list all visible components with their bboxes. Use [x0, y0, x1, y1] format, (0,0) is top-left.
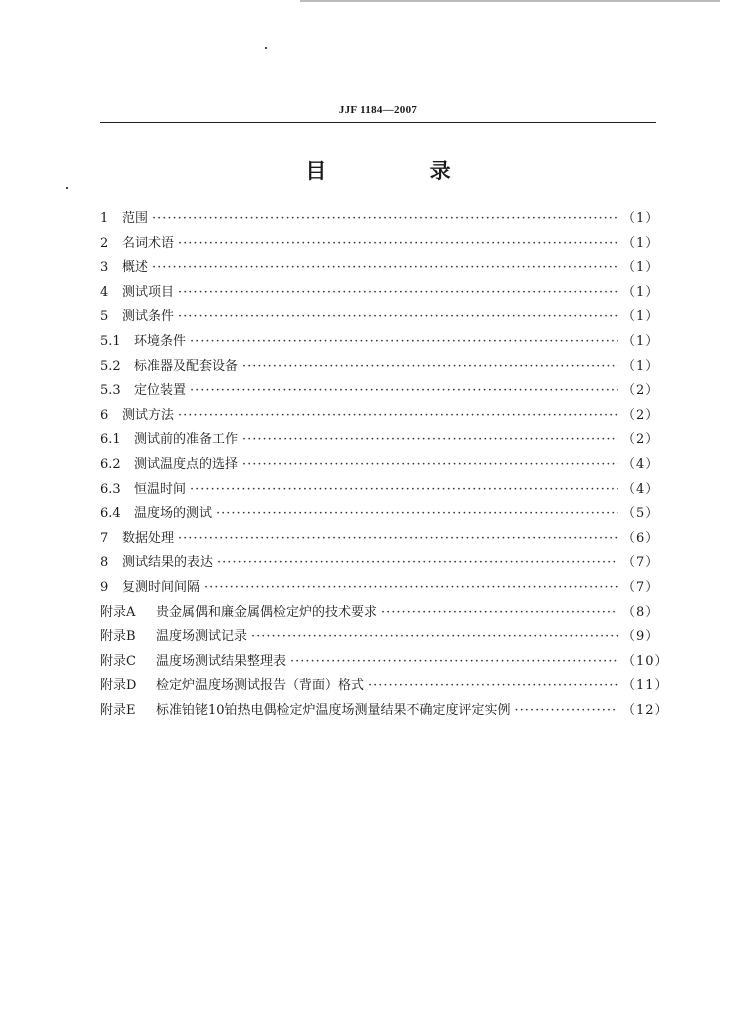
- toc-entry[interactable]: [100, 650, 669, 675]
- toc-entry-page: （9）: [622, 629, 660, 645]
- toc-entry-title: 标准铂铑10铂热电偶检定炉温度场测量结果不确定度评定实例: [156, 702, 511, 718]
- toc-entry[interactable]: [100, 207, 660, 232]
- toc-entry-title: 数据处理: [122, 530, 175, 546]
- toc-entry[interactable]: [100, 625, 660, 650]
- scan-artifact-top: [300, 0, 720, 2]
- toc-entry-title: 测试温度点的选择: [134, 456, 239, 472]
- toc-entry[interactable]: [100, 478, 660, 503]
- toc-entry-number: 6.2: [100, 456, 121, 472]
- toc-leader-dots: [178, 305, 618, 330]
- toc-entry[interactable]: [100, 355, 660, 380]
- toc-entry-page: （7）: [622, 579, 660, 595]
- toc-entry-title: 测试前的准备工作: [134, 432, 239, 448]
- toc-entry-number: 5.1: [100, 333, 121, 349]
- toc-entry[interactable]: [100, 576, 660, 601]
- toc-leader-dots: [190, 478, 618, 503]
- toc-entry-title: 测试项目: [122, 284, 175, 300]
- toc-entry-number: 8: [100, 555, 109, 571]
- toc-entry-title: 复测时间间隔: [122, 579, 201, 595]
- toc-entry-number: 6.4: [100, 506, 121, 522]
- toc-entry[interactable]: [100, 256, 660, 281]
- toc-entry-page: （11）: [622, 678, 669, 694]
- toc-entry[interactable]: [100, 428, 660, 453]
- toc-leader-dots: [178, 281, 618, 306]
- toc-entry-page: （1）: [622, 235, 660, 251]
- toc-entry[interactable]: [100, 699, 669, 724]
- toc-leader-dots: [381, 601, 618, 626]
- toc-leader-dots: [290, 650, 618, 675]
- toc-entry-number: 2: [100, 235, 109, 251]
- toc-entry-title: 测试条件: [122, 309, 175, 325]
- toc-leader-dots: [251, 625, 618, 650]
- toc-entry-number: 附录C: [100, 653, 136, 669]
- toc-entry-number: 3: [100, 260, 109, 276]
- toc-entry[interactable]: [100, 674, 669, 699]
- toc-entry[interactable]: [100, 232, 660, 257]
- toc-entry-page: （4）: [622, 456, 660, 472]
- toc-leader-dots: [217, 551, 618, 576]
- toc-leader-dots: [242, 355, 618, 380]
- toc-entry[interactable]: [100, 502, 660, 527]
- toc-entry[interactable]: [100, 305, 660, 330]
- toc-entry-number: 6.3: [100, 481, 121, 497]
- toc-leader-dots: [178, 232, 618, 257]
- toc-entry[interactable]: [100, 281, 660, 306]
- toc-leader-dots: [152, 256, 618, 281]
- toc-entry-page: （10）: [622, 653, 669, 669]
- toc-entry-page: （1）: [622, 284, 660, 300]
- toc-entry-page: （1）: [622, 260, 660, 276]
- toc-entry-page: （2）: [622, 407, 660, 423]
- toc-entry-number: 5.2: [100, 358, 121, 374]
- toc-entry-title: 温度场测试结果整理表: [156, 653, 287, 669]
- document-code-header: JJF 1184—2007: [338, 104, 418, 116]
- toc-entry-title: 温度场的测试: [134, 506, 213, 522]
- page-title: 目 录: [305, 159, 499, 183]
- scan-artifact-dot: [66, 187, 68, 189]
- toc-entry-page: （1）: [622, 309, 660, 325]
- toc-leader-dots: [242, 428, 618, 453]
- header-rule: [100, 122, 656, 123]
- toc-entry-number: 5.3: [100, 383, 121, 399]
- toc-entry-number: 附录B: [100, 629, 136, 645]
- toc-leader-dots: [190, 379, 618, 404]
- toc-entry-title: 恒温时间: [134, 481, 187, 497]
- toc-entry-page: （7）: [622, 555, 660, 571]
- toc-entry-title: 检定炉温度场测试报告（背面）格式: [156, 678, 365, 694]
- toc-leader-dots: [152, 207, 618, 232]
- toc-leader-dots: [242, 453, 618, 478]
- toc-entry-page: （2）: [622, 432, 660, 448]
- toc-entry[interactable]: [100, 379, 660, 404]
- toc-leader-dots: [368, 674, 618, 699]
- toc-entry-number: 9: [100, 579, 109, 595]
- toc-entry-number: 4: [100, 284, 109, 300]
- toc-entry-page: （4）: [622, 481, 660, 497]
- toc-entry-page: （1）: [622, 211, 660, 226]
- toc-entry-number: 5: [100, 309, 109, 325]
- toc-leader-dots: [178, 404, 618, 429]
- toc-entry-title: 定位装置: [134, 383, 187, 399]
- toc-entry-number: 7: [100, 530, 109, 546]
- toc-entry[interactable]: [100, 527, 660, 552]
- toc-entry-number: 附录A: [100, 604, 136, 620]
- toc-entry-title: 贵金属偶和廉金属偶检定炉的技术要求: [156, 604, 378, 620]
- toc-entry[interactable]: [100, 404, 660, 429]
- toc-entry-page: （8）: [622, 604, 660, 620]
- toc-entry-title: 概述: [122, 260, 149, 276]
- toc-entry-page: （5）: [622, 506, 660, 522]
- toc-entry-title: 测试结果的表达: [122, 555, 214, 571]
- toc-entry-number: 附录D: [100, 678, 137, 694]
- table-of-contents: [100, 207, 669, 723]
- toc-entry[interactable]: [100, 551, 660, 576]
- toc-leader-dots: [515, 699, 618, 724]
- toc-entry-number: 1: [100, 211, 109, 226]
- toc-entry-page: （1）: [622, 333, 660, 349]
- toc-entry-page: （12）: [622, 702, 669, 718]
- toc-entry-page: （6）: [622, 530, 660, 546]
- toc-leader-dots: [178, 527, 618, 552]
- toc-entry-title: 名词术语: [122, 235, 175, 251]
- toc-entry[interactable]: [100, 453, 660, 478]
- toc-leader-dots: [190, 330, 618, 355]
- toc-entry-page: （1）: [622, 358, 660, 374]
- toc-entry-title: 范围: [122, 211, 149, 226]
- toc-leader-dots: [216, 502, 618, 527]
- toc-entry-title: 环境条件: [134, 333, 187, 349]
- toc-entry-page: （2）: [622, 383, 660, 399]
- toc-entry-title: 标准器及配套设备: [134, 358, 239, 374]
- toc-entry-number: 6.1: [100, 432, 121, 448]
- toc-entry-title: 温度场测试记录: [156, 629, 248, 645]
- toc-entry-number: 6: [100, 407, 109, 423]
- scan-artifact-dot: [265, 47, 267, 49]
- toc-entry-number: 附录E: [100, 702, 136, 718]
- toc-entry[interactable]: [100, 330, 660, 355]
- toc-entry-title: 测试方法: [122, 407, 175, 423]
- toc-leader-dots: [204, 576, 618, 601]
- toc-entry[interactable]: [100, 601, 660, 626]
